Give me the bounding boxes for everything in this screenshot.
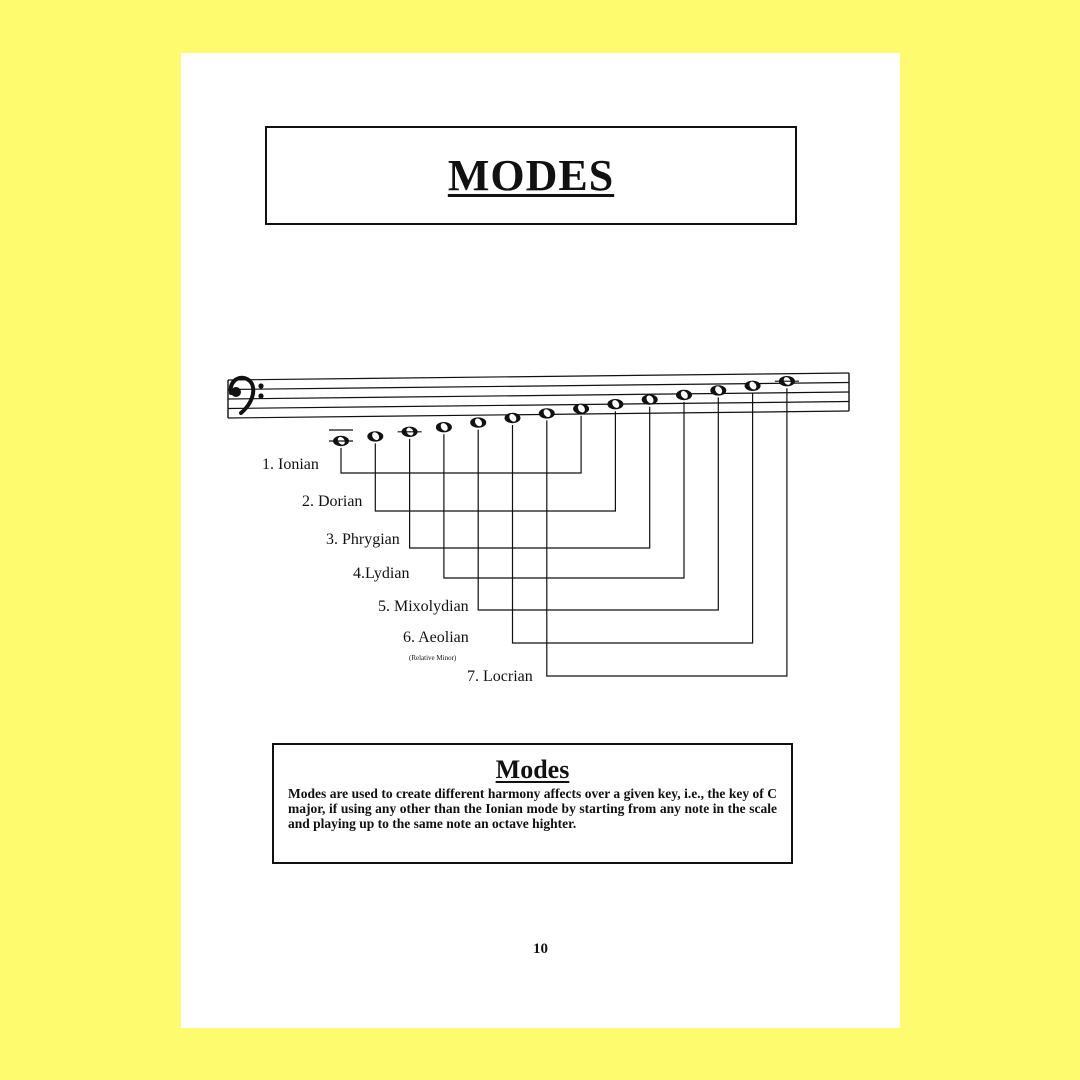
mode-label-ionian: 1. Ionian [262,456,319,473]
mode-label-dorian: 2. Dorian [302,493,363,510]
whole-note [436,422,452,433]
staff-line [228,411,849,418]
whole-note [470,417,486,428]
whole-note [710,385,726,396]
mode-staff-diagram [181,53,900,753]
staff-line [228,392,849,399]
whole-note [607,399,623,410]
scale-notes [329,376,799,446]
whole-note [676,390,692,401]
whole-note [539,408,555,419]
info-heading: Modes [495,755,570,784]
staff-lines [228,373,849,418]
page-number: 10 [533,941,548,957]
mode-connector [513,393,753,643]
document-page [181,53,900,1028]
mode-label-mixolydian: 5. Mixolydian [378,598,469,615]
page-title: MODES [447,151,615,200]
mode-label-phrygian: 3. Phrygian [326,531,400,548]
whole-note [745,380,761,391]
staff-line [228,402,849,409]
whole-note [367,431,383,442]
mode-connector [444,402,684,578]
mode-label-aeolian: 6. Aeolian [403,629,469,646]
mode-connector [375,411,615,511]
mode-connector [341,416,581,473]
info-text: Modes are used to create different harmony affects over a given key, i.e., the key of C major, if using any other than the Ionian mode by starting from any note in the scale and playing up to the same note an octave highter. [288,786,777,831]
mode-label-locrian: 7. Locrian [467,668,533,685]
mode-connector [547,388,787,676]
modes-info-box [272,743,793,864]
mode-sublabel-aeolian: (Relative Minor) [409,654,457,662]
whole-note [642,394,658,405]
mode-label-lydian: 4.Lydian [353,565,410,582]
staff-line [228,373,849,380]
